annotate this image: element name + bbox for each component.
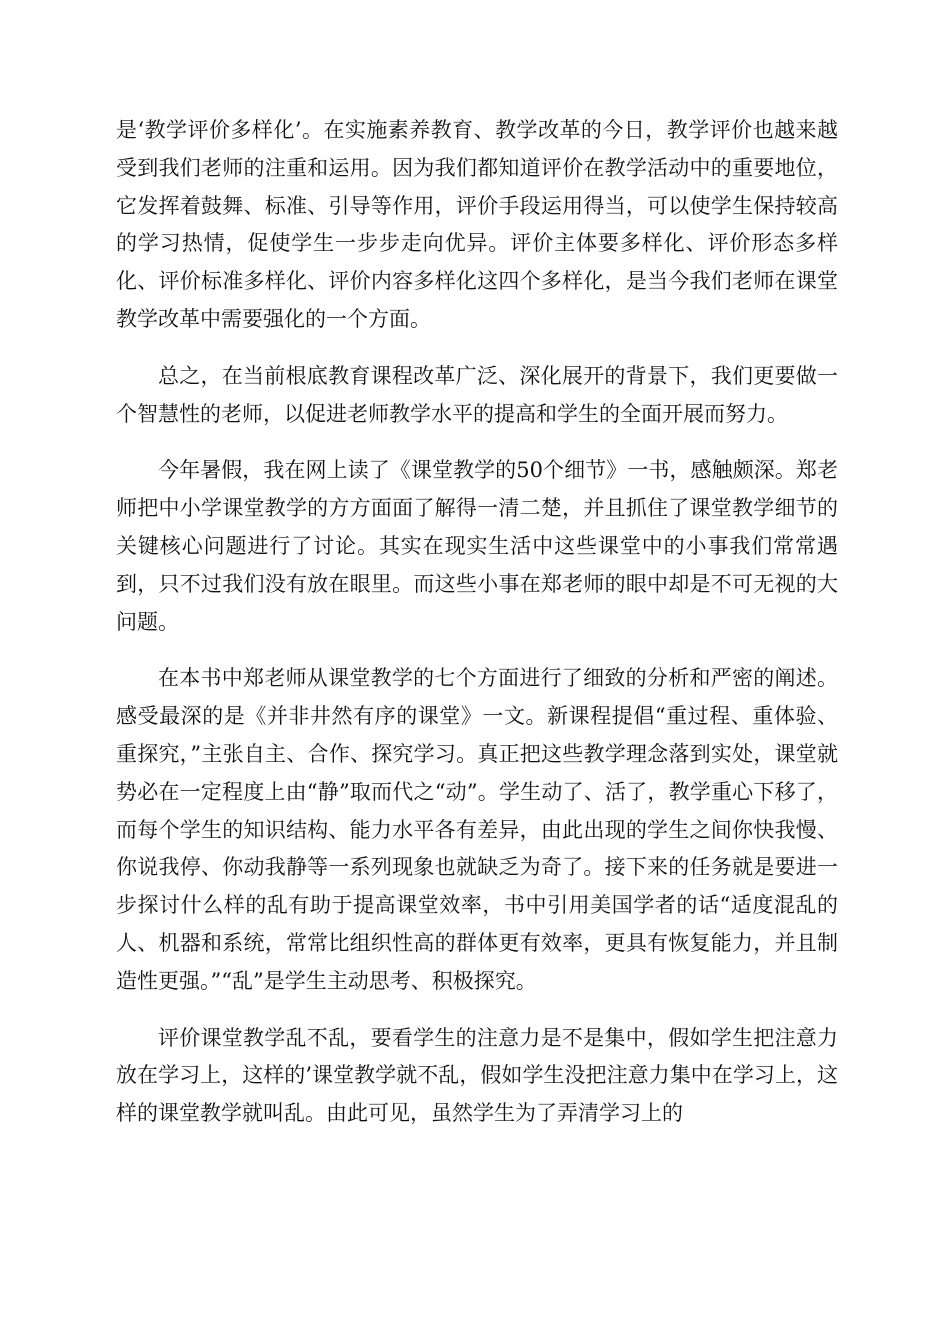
paragraph-4: 在本书中郑老师从课堂教学的七个方面进行了细致的分析和严密的阐述。感受最深的是《并非井然有序的课堂》一文。新课程提倡“重过程、重体验、重探究，”主张自主、合作、探究学习。真正把这些教学理念落到实处，课堂就势必在一定程度上由“静”取而代之“动”。学生动了、活了，教学重心下移了，而每个学生的知识结构、能力水平各有差异，由此出现的学生之间你快我慢、你说我停、你动我静等一系列现象也就缺乏为奇了。接下来的任务就是要进一步探讨什么样的乱有助于提高课堂效率，书中引用美国学者的话“适度混乱的人、机器和系统，常常比组织性高的群体更有效率，更具有恢复能力，并且制造性更强。”“乱”是学生主动思考、积极探究。 bbox=[116, 666, 838, 993]
paragraph-3: 今年暑假，我在网上读了《课堂教学的50个细节》一书，感触颇深。郑老师把中小学课堂教学的方方面面了解得一清二楚，并且抓住了课堂教学细节的关键核心问题进行了讨论。其实在现实生活中这些课堂中的小事我们常常遇到，只不过我们没有放在眼里。而这些小事在郑老师的眼中却是不可无视的大问题。 bbox=[116, 458, 838, 634]
paragraph-1: 是‘教学评价多样化’。在实施素养教育、教学改革的今日，教学评价也越来越受到我们老师的注重和运用。因为我们都知道评价在教学活动中的重要地位，它发挥着鼓舞、标准、引导等作用，评价手段运用得当，可以使学生保持较高的学习热情，促使学生一步步走向优异。评价主体要多样化、评价形态多样化、评价标准多样化、评价内容多样化这四个多样化，是当今我们老师在课堂教学改革中需要强化的一个方面。 bbox=[116, 118, 838, 331]
paragraph-5: 评价课堂教学乱不乱，要看学生的注意力是不是集中，假如学生把注意力放在学习上，这样的’课堂教学就不乱，假如学生没把注意力集中在学习上，这样的课堂教学就叫乱。由此可见，虽然学生为了弄清学习上的 bbox=[116, 1025, 838, 1126]
paragraph-2: 总之，在当前根底教育课程改革广泛、深化展开的背景下，我们更要做一个智慧性的老师，以促进老师教学水平的提高和学生的全面开展而努力。 bbox=[116, 363, 838, 426]
document-body bbox=[116, 112, 838, 1152]
